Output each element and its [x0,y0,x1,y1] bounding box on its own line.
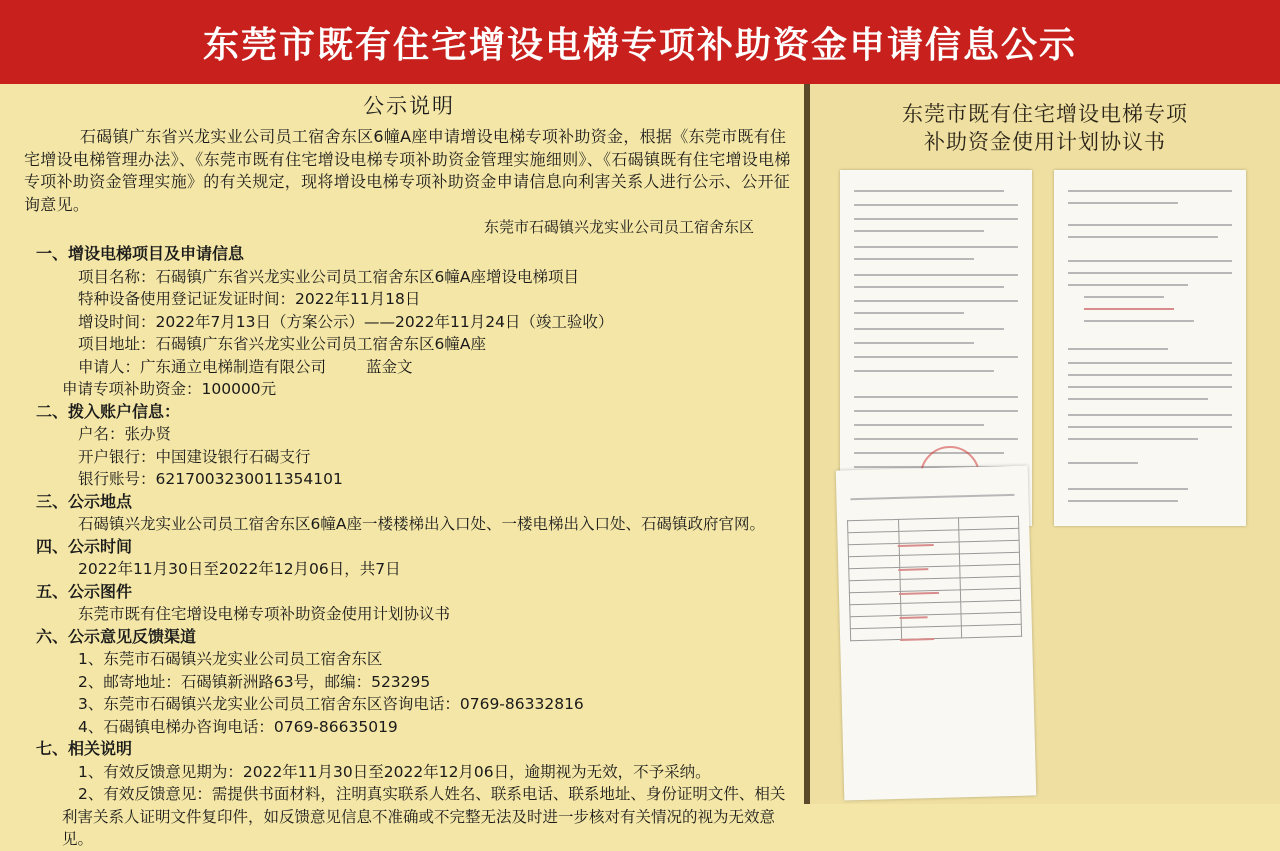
feedback-channel-1: 1、东莞市石碣镇兴龙实业公司员工宿舍东区 [78,650,383,668]
agreement-page-2-image [1054,170,1246,526]
section-heading-account: 二、拨入账户信息： [36,401,181,421]
section-heading-notes: 七、相关说明 [36,739,133,758]
feedback-channel-2: 2、邮寄地址：石碣镇新洲路63号，邮编：523295 [78,672,431,691]
cert-date: 特种设备使用登记证发证时间：2022年11月18日 [78,290,421,308]
feedback-channel-3: 3、东莞市石碣镇兴龙实业公司员工宿舍东区咨询电话：0769-86332816 [78,695,584,713]
applicant-rep: 蓝金文 [366,357,413,376]
build-time: 增设时间：2022年7月13日（方案公示）——2022年11月24日（竣工验收） [78,312,614,331]
owner-signature-table [847,516,1022,641]
account-bank: 开户银行：中国建设银行石碣支行 [78,447,311,466]
applicant: 申请人：广东通立电梯制造有限公司 [78,357,327,376]
account-name: 户名：张办贤 [78,425,172,443]
agreement-title-line-2: 补助资金使用计划协议书 [924,130,1166,154]
note-1: 1、有效反馈意见期为：2022年11月30日至2022年12月06日，逾期视为无效，不予采纳。 [78,762,711,781]
section-heading-project: 一、增设电梯项目及申请信息 [36,244,245,263]
notice-attachment: 东莞市既有住宅增设电梯专项补助资金使用计划协议书 [78,605,451,623]
page-title: 东莞市既有住宅增设电梯专项补助资金申请信息公示 [202,24,1077,66]
account-number: 银行账号：6217003230011354101 [78,470,343,488]
project-name: 项目名称：石碣镇广东省兴龙实业公司员工宿舍东区6幢A座增设电梯项目 [78,267,579,286]
notice-signature: 东莞市石碣镇兴龙实业公司员工宿舍东区 [483,218,754,236]
header-banner [0,0,1280,84]
notice-location: 石碣镇兴龙实业公司员工宿舍东区6幢A座一楼楼梯出入口处、一楼电梯出入口处、石碣镇政府官网。 [78,515,765,533]
section-heading-feedback: 六、公示意见反馈渠道 [36,626,197,646]
agreement-title-line-1: 东莞市既有住宅增设电梯专项 [902,102,1188,126]
section-heading-attachment: 五、公示图件 [36,581,133,601]
agreement-title [810,100,1280,156]
project-address: 项目地址：石碣镇广东省兴龙实业公司员工宿舍东区6幢A座 [78,335,486,353]
feedback-channel-4: 4、石碣镇电梯办咨询电话：0769-86635019 [78,717,398,736]
section-heading-period: 四、公示时间 [36,536,133,556]
agreement-panel [810,84,1280,804]
subsidy-amount: 申请专项补助资金：100000元 [62,380,277,398]
agreement-page-3-image [836,466,1037,801]
notice-intro: 石碣镇广东省兴龙实业公司员工宿舍东区6幢A座申请增设电梯专项补助资金，根据《东莞市既有住宅增设电梯管理办法》、《东莞市既有住宅增设电梯专项补助资金管理实施细则》、《石碣镇既有住宅增设电梯专项补助资金管理实施》的有关规定，现将增设电梯专项补助资金申请信息向利害关系人进行公示、公开征询意见。 [24,127,791,214]
notice-panel [14,88,804,848]
notice-period: 2022年11月30日至2022年12月06日，共7日 [78,560,401,578]
notice-title: 公示说明 [363,94,455,118]
applicant-row [78,356,804,379]
note-2: 2、有效反馈意见：需提供书面材料，注明真实联系人姓名、联系电话、联系地址、身份证明文件、相关利害关系人证明文件复印件，如反馈意见信息不准确或不完整无法及时进一步核对有关情况的视为无效意见。 [62,785,786,848]
section-heading-location: 三、公示地点 [36,491,133,511]
